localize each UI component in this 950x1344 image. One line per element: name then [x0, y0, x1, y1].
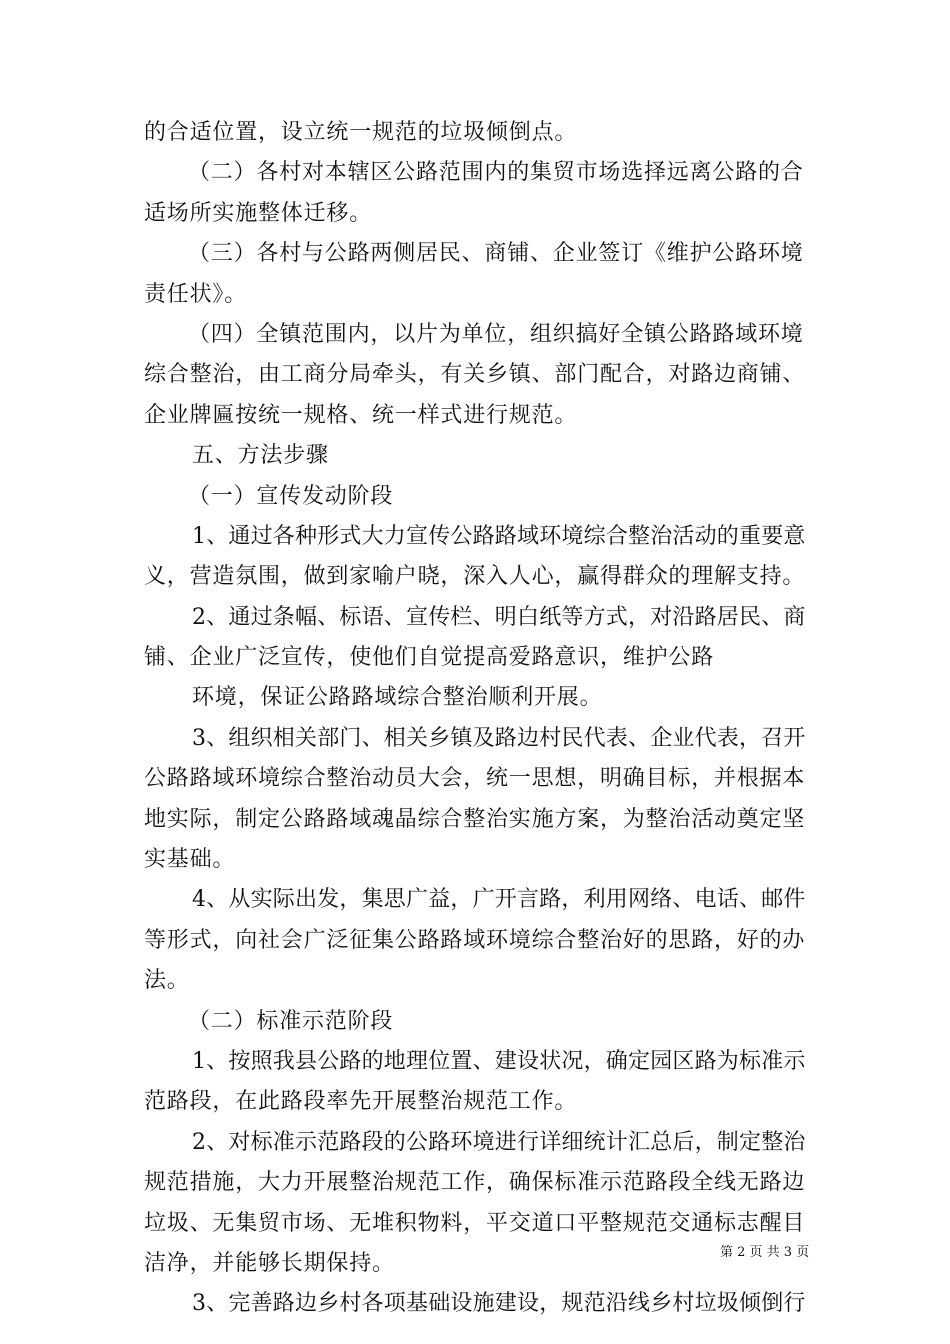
text-line: （三）各村与公路两侧居民、商铺、企业签订《维护公路环境 — [188, 241, 804, 267]
text-line: 环境，保证公路路域综合整治顺利开展。 — [192, 685, 603, 711]
text-line: 法。 — [144, 968, 190, 994]
text-line: （四）全镇范围内，以片为单位，组织搞好全镇公路路域环境 — [188, 321, 804, 347]
text-line: 3、完善路边乡村各项基础设施建设，规范沿线乡村垃圾倾倒行 — [192, 1291, 806, 1317]
page-number-footer: 第 2 页 共 3 页 — [720, 1245, 810, 1260]
text-line: （二）各村对本辖区公路范围内的集贸市场选择远离公路的合 — [188, 160, 804, 186]
text-line: 责任状》。 — [144, 281, 248, 307]
text-line: 垃圾、无集贸市场、无堆积物料，平交道口平整规范交通标志醒目 — [144, 1210, 806, 1236]
text-line: 1、通过各种形式大力宣传公路路域环境综合整治活动的重要意 — [192, 523, 806, 549]
text-line: 适场所实施整体迁移。 — [144, 200, 373, 226]
text-line: 2、通过条幅、标语、宣传栏、明白纸等方式，对沿路居民、商 — [192, 604, 806, 630]
text-line: 实基础。 — [144, 847, 236, 873]
text-line: 2、对标准示范路段的公路环境进行详细统计汇总后，制定整治 — [192, 1129, 806, 1155]
text-line: 综合整治，由工商分局牵头，有关乡镇、部门配合，对路边商铺、 — [144, 362, 806, 388]
section-heading: 五、方法步骤 — [192, 443, 329, 469]
text-line: 3、组织相关部门、相关乡镇及路边村民代表、企业代表，召开 — [192, 725, 806, 751]
text-line: 1、按照我县公路的地理位置、建设状况，确定园区路为标准示 — [192, 1048, 806, 1074]
text-line: 企业牌匾按统一规格、统一样式进行规范。 — [144, 402, 578, 428]
text-line: 公路路域环境综合整治动员大会，统一思想，明确目标，并根据本 — [144, 766, 806, 792]
text-line: 义，营造氛围，做到家喻户晓，深入人心，赢得群众的理解支持。 — [144, 564, 806, 590]
subsection-heading: （一）宣传发动阶段 — [188, 483, 394, 509]
text-line: 的合适位置，设立统一规范的垃圾倾倒点。 — [144, 120, 578, 145]
text-line: 4、从实际出发，集思广益，广开言路，利用网络、电话、邮件 — [192, 887, 806, 913]
document-body — [144, 113, 808, 1325]
text-line: 铺、企业广泛宣传，使他们自觉提高爱路意识，维护公路 — [144, 645, 715, 671]
text-line: 规范措施，大力开展整治规范工作，确保标准示范路段全线无路边 — [144, 1170, 806, 1196]
text-line: 地实际，制定公路路域魂晶综合整治实施方案，为整治活动奠定坚 — [144, 806, 806, 832]
subsection-heading: （二）标准示范阶段 — [188, 1008, 394, 1034]
text-line: 等形式，向社会广泛征集公路路域环境综合整治好的思路，好的办 — [144, 927, 806, 953]
text-line: 范路段，在此路段率先开展整治规范工作。 — [144, 1089, 578, 1115]
text-line: 洁净，并能够长期保持。 — [144, 1250, 395, 1276]
